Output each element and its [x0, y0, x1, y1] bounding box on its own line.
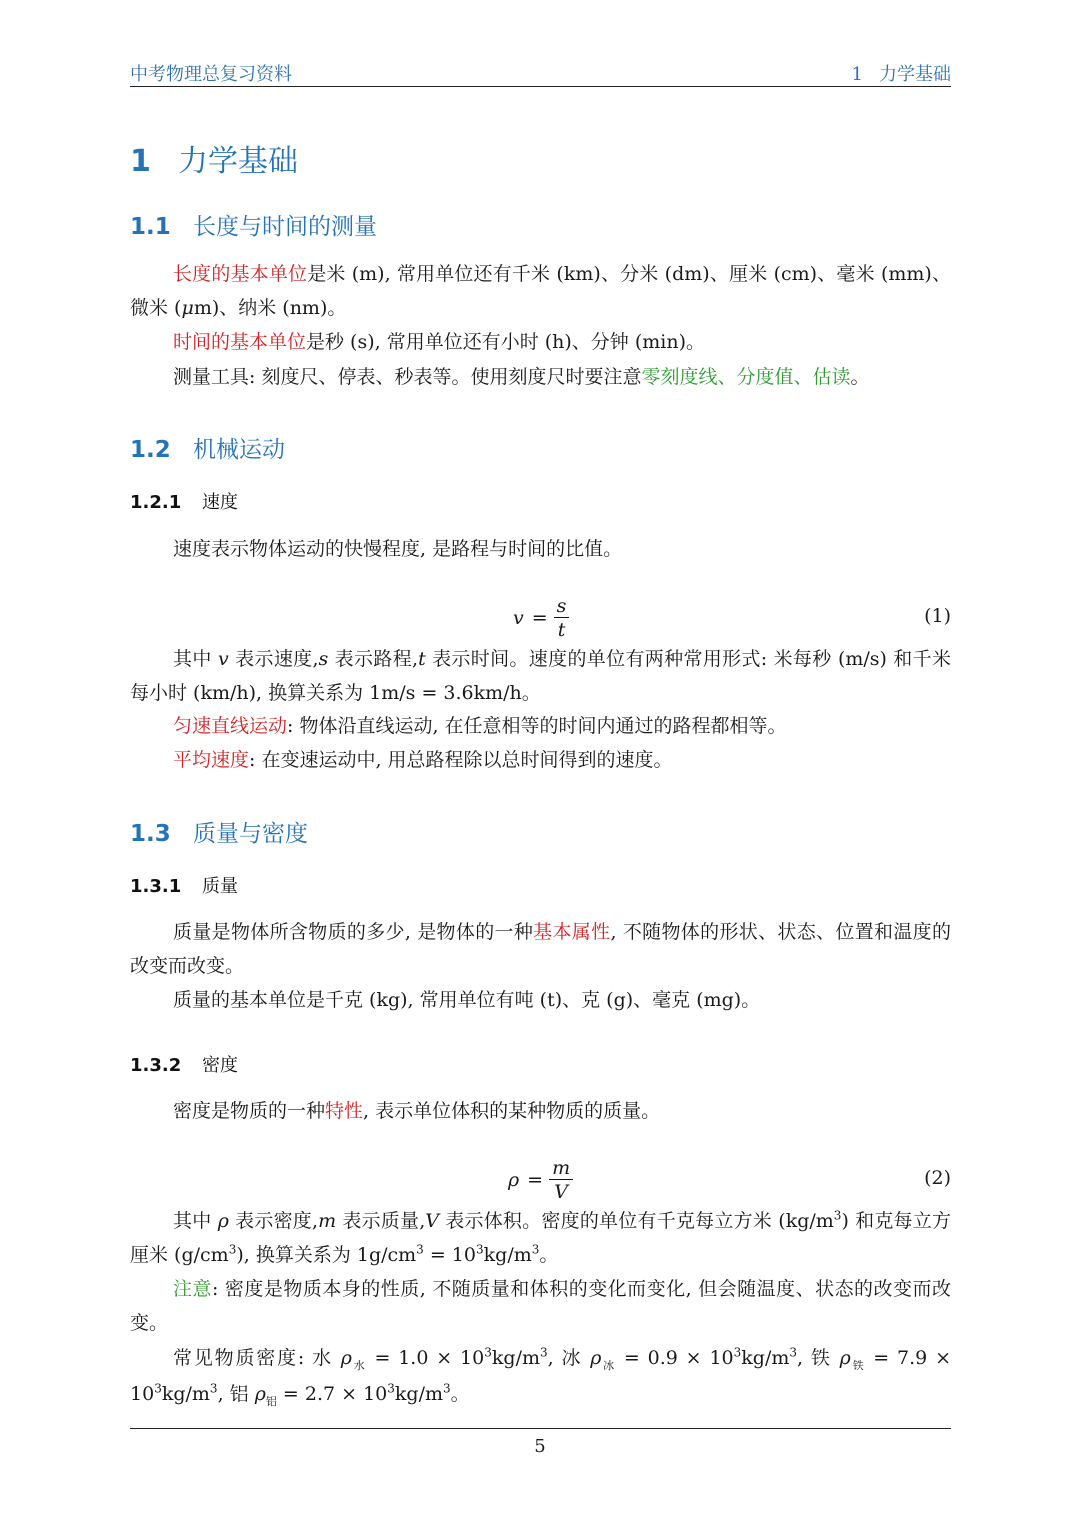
- highlight-term: 注意: [173, 1278, 212, 1300]
- subsubsection-number: 1.3.1: [130, 876, 182, 897]
- page-number: 5: [534, 1436, 546, 1457]
- subsubsection-title: 质量: [202, 876, 238, 897]
- paragraph-mass-units: 质量的基本单位是千克 (kg), 常用单位有吨 (t)、克 (g)、毫克 (mg)。: [173, 989, 761, 1011]
- highlight-term: 基本属性: [533, 921, 611, 943]
- paragraph-time-unit: 时间的基本单位是秒 (s), 常用单位还有小时 (h)、分钟 (min)。: [173, 331, 706, 353]
- paragraph-length-unit: 长度的基本单位是米 (m), 常用单位还有千米 (km)、分米 (dm)、厘米 (cm)、毫米 (mm)、微米 (μm)、纳米 (nm)。: [130, 263, 951, 319]
- subsubsection-title: 速度: [202, 492, 238, 513]
- section-title: 力学基础: [178, 144, 298, 179]
- subsection-heading-1-2: [130, 431, 285, 464]
- subsubsection-number: 1.3.2: [130, 1055, 182, 1076]
- eq-label: (2): [924, 1167, 951, 1189]
- eq-lhs: ρ: [508, 1169, 520, 1191]
- highlight-term: 匀速直线运动: [173, 715, 288, 737]
- subsection-heading-1-1: [130, 208, 377, 241]
- paragraph-common-densities: 常见物质密度: 水 $\rho_水 = 1.0 \times 10^3kg/m^3$, 冰 $\rho_冰 = 0.9 \times 10^3kg/m^3$, 铁 $\rho_铁 = 7.9 \times 10^3kg/m^3$, 铝 $\rho_铝 = 2.7 \times 10^3kg/m^3$。: [130, 1345, 951, 1408]
- eq-denominator: V: [554, 1180, 568, 1203]
- eq-label: (1): [924, 605, 951, 627]
- footer-rule: [130, 1428, 951, 1429]
- header-section: [852, 60, 951, 86]
- subsubsection-number: 1.2.1: [130, 492, 182, 513]
- section-number: 1: [130, 144, 151, 179]
- paragraph-density-note: 注意: 密度是物质本身的性质, 不随质量和体积的变化而变化, 但会随温度、状态的改变而改变。: [130, 1278, 951, 1334]
- eq-fraction: [554, 595, 570, 642]
- paragraph-tools: 测量工具: 刻度尺、停表、秒表等。使用刻度尺时要注意零刻度线、分度值、估读。: [173, 366, 870, 388]
- paragraph-density-units: 其中 ρ 表示密度,m 表示质量,V 表示体积。密度的单位有千克每立方米 $(kg/m^3)$ 和克每立方厘米 $(g/cm^3)$, 换算关系为 $1g/cm^3 = 10^3kg/m^3$。: [130, 1208, 951, 1266]
- paragraph-speed-units: 其中 v 表示速度,s 表示路程,t 表示时间。速度的单位有两种常用形式: 米每秒 (m/s) 和千米每小时 (km/h), 换算关系为 1m/s = 3.6km/h。: [130, 648, 951, 704]
- eq-sign: =: [527, 1169, 544, 1191]
- subsection-title: 质量与密度: [193, 821, 308, 847]
- paragraph-speed-def: 速度表示物体运动的快慢程度, 是路程与时间的比值。: [173, 538, 623, 560]
- eq-lhs: v: [513, 607, 524, 629]
- subsubsection-title: 密度: [202, 1055, 238, 1076]
- eq-denominator: t: [557, 618, 566, 641]
- highlight-term: 特性: [325, 1100, 364, 1122]
- section-heading: [130, 136, 298, 180]
- eq-fraction: [549, 1157, 573, 1204]
- paragraph-density-def: 密度是物质的一种特性, 表示单位体积的某种物质的质量。: [173, 1100, 661, 1122]
- header-section-title: 力学基础: [879, 64, 951, 85]
- paragraph-average-speed: 平均速度: 在变速运动中, 用总路程除以总时间得到的速度。: [173, 749, 673, 771]
- highlight-term: 长度的基本单位: [173, 263, 308, 285]
- subsection-number: 1.3: [130, 821, 171, 847]
- highlight-term: 时间的基本单位: [173, 331, 307, 353]
- subsection-title: 机械运动: [193, 437, 285, 463]
- paragraph-mass-def: 质量是物体所含物质的多少, 是物体的一种基本属性, 不随物体的形状、状态、位置和温度的改变而改变。: [130, 921, 951, 977]
- highlight-term: 零刻度线、分度值、估读: [641, 366, 851, 388]
- page-header: [130, 60, 951, 87]
- equation-2: [130, 1155, 951, 1205]
- subsection-number: 1.1: [130, 214, 171, 240]
- subsection-title: 长度与时间的测量: [193, 214, 377, 240]
- header-doc-title: 中考物理总复习资料: [130, 64, 292, 85]
- subsection-number: 1.2: [130, 437, 171, 463]
- subsubsection-heading-1-2-1: [130, 488, 238, 514]
- subsubsection-heading-1-3-2: [130, 1051, 238, 1077]
- eq-numerator: s: [554, 595, 570, 618]
- header-section-number: 1: [851, 64, 863, 85]
- eq-numerator: m: [549, 1157, 573, 1180]
- paragraph-uniform-motion: 匀速直线运动: 物体沿直线运动, 在任意相等的时间内通过的路程都相等。: [173, 715, 787, 737]
- subsubsection-heading-1-3-1: [130, 872, 238, 898]
- eq-sign: =: [531, 607, 548, 629]
- highlight-term: 平均速度: [173, 749, 250, 771]
- subsection-heading-1-3: [130, 815, 308, 848]
- equation-1: [130, 593, 951, 643]
